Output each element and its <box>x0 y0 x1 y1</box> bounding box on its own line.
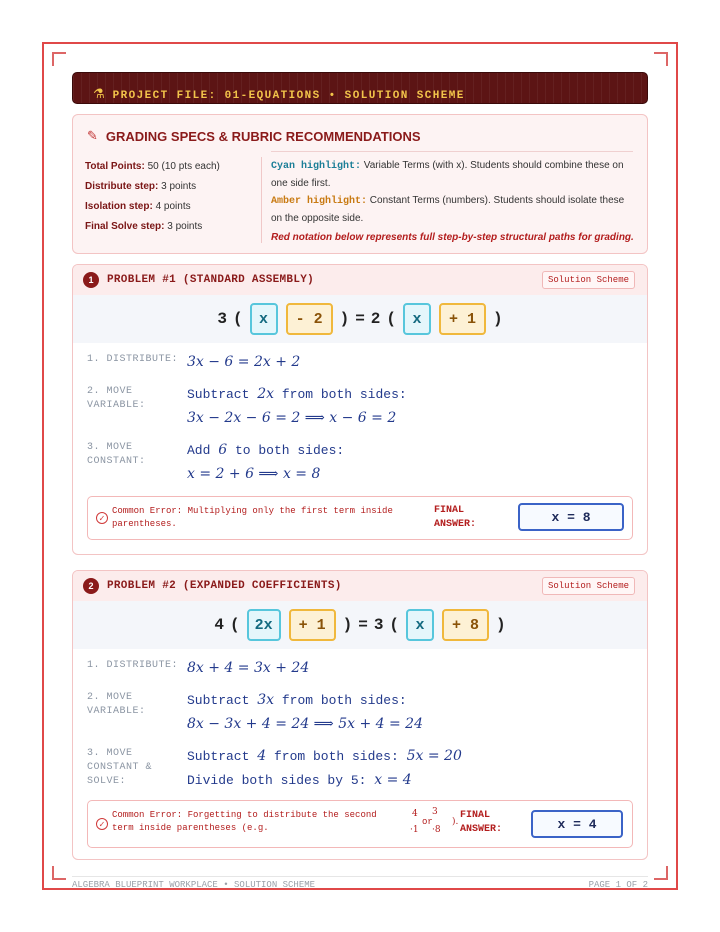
corner-mark <box>52 866 66 880</box>
divider <box>271 151 633 152</box>
paren: ( <box>229 616 240 634</box>
constant-tile: + 1 <box>439 303 486 335</box>
divider <box>261 157 262 243</box>
paren: ( <box>386 310 397 328</box>
step-text: Divide both sides by 5: <box>187 773 367 788</box>
math-expression: x = 4 <box>374 772 412 788</box>
step-move-variable <box>87 383 633 431</box>
coefficient: 4 <box>214 616 224 634</box>
step-label: 3. MOVE CONSTANT: <box>87 442 146 467</box>
coefficient: 3 <box>373 616 384 634</box>
paren: ) <box>342 616 353 634</box>
coefficient: 3 <box>217 310 227 328</box>
problem-number: 2 <box>83 578 99 594</box>
footer-title: ALGEBRA BLUEPRINT WORKPLACE • SOLUTION SCHEME <box>72 880 316 890</box>
math-expression: 8x + 4 = 3x + 24 <box>187 660 310 676</box>
math-expression: 6 <box>218 442 228 458</box>
problem-title: PROBLEM #2 (EXPANDED COEFFICIENTS) <box>107 580 342 592</box>
final-answer-label: FINAL ANSWER: <box>434 505 477 530</box>
points-item: Distribute step: 3 points <box>85 181 197 192</box>
pencil-icon: ✎ <box>87 129 98 144</box>
equals-sign: = <box>358 616 368 634</box>
variable-tile: x <box>406 609 434 641</box>
solution-scheme-badge: Solution Scheme <box>542 577 635 595</box>
step-text: from both sides: <box>281 693 407 708</box>
final-answer-box: x = 4 <box>531 810 623 838</box>
points-list <box>85 161 255 241</box>
final-answer-box: x = 8 <box>518 503 624 531</box>
math-expression: x = 2 + 6 ⟹ x = 8 <box>187 466 321 482</box>
corner-mark <box>654 52 668 66</box>
step-text: Subtract <box>187 749 250 764</box>
paren: ( <box>389 616 400 634</box>
step-move-constant-solve <box>87 745 633 793</box>
math-expression: 2x <box>257 386 275 402</box>
math-expression: 3x <box>257 692 275 708</box>
highlight-legend <box>271 157 637 246</box>
math-expression: 8x − 3x + 4 = 24 ⟹ 5x + 4 = 24 <box>187 716 423 732</box>
constant-tile: - 2 <box>286 303 333 335</box>
fraction-part: ·8 <box>432 825 441 835</box>
equation <box>73 295 647 343</box>
equation <box>73 601 647 649</box>
page-number: PAGE 1 OF 2 <box>588 880 648 890</box>
corner-mark <box>654 866 668 880</box>
step-text: Add <box>187 443 211 458</box>
common-error-box <box>87 800 633 848</box>
paren: ) <box>496 616 506 634</box>
fraction-part: or <box>422 817 433 827</box>
step-text: Subtract <box>187 387 250 402</box>
common-error-box <box>87 496 633 540</box>
step-label: 1. DISTRIBUTE: <box>87 354 179 365</box>
variable-tile: 2x <box>247 609 281 641</box>
problem-number: 1 <box>83 272 99 288</box>
math-expression: 4 <box>257 748 267 764</box>
fraction-part: ). <box>452 817 459 827</box>
problem-card-1 <box>72 264 648 555</box>
page-footer <box>72 880 648 892</box>
specs-title: GRADING SPECS & RUBRIC RECOMMENDATIONS <box>105 129 421 144</box>
step-text: from both sides: <box>281 387 407 402</box>
footer-divider <box>72 876 648 877</box>
fraction-part: 4 <box>412 809 418 819</box>
equals-sign: = <box>355 310 365 328</box>
points-item: Isolation step: 4 points <box>85 201 191 212</box>
solution-scheme-badge: Solution Scheme <box>542 271 635 289</box>
project-header <box>72 72 648 104</box>
check-circle-icon: ✓ <box>96 818 108 830</box>
step-label: 1. DISTRIBUTE: <box>87 660 179 671</box>
solution-steps <box>73 649 647 793</box>
problem-header <box>73 265 647 295</box>
step-distribute <box>87 657 633 681</box>
problem-header <box>73 571 647 601</box>
step-move-constant <box>87 439 633 487</box>
specs-heading <box>87 129 421 144</box>
common-error-text: Common Error: Forgetting to distribute the second term inside parentheses (e.g. <box>112 810 377 833</box>
step-label: 2. MOVE VARIABLE: <box>87 692 146 717</box>
flask-icon: ⚗ <box>93 87 105 102</box>
paren: ) <box>339 310 350 328</box>
variable-tile: x <box>403 303 431 335</box>
amber-legend: Amber highlight: Constant Terms (numbers). Students should isolate these on the opposite side. <box>271 195 625 224</box>
math-expression: 3x − 6 = 2x + 2 <box>187 354 301 370</box>
constant-tile: + 8 <box>442 609 489 641</box>
constant-tile: + 1 <box>289 609 336 641</box>
final-answer-label: FINAL ANSWER: <box>460 810 503 835</box>
step-text: Subtract <box>187 693 250 708</box>
variable-tile: x <box>250 303 278 335</box>
math-expression: 5x = 20 <box>406 748 462 764</box>
problem-card-2 <box>72 570 648 860</box>
check-circle-icon: ✓ <box>96 512 108 524</box>
corner-mark <box>52 52 66 66</box>
grading-specs-panel <box>72 114 648 254</box>
fraction-part: ·1 <box>410 825 419 835</box>
step-text: to both sides: <box>234 443 345 458</box>
project-title: PROJECT FILE: 01-EQUATIONS • SOLUTION SCHEME <box>112 90 465 102</box>
cyan-legend: Cyan highlight: Variable Terms (with x). Students should combine these on one side first. <box>271 160 624 189</box>
fraction-part: 3 <box>432 807 438 817</box>
step-distribute <box>87 351 633 375</box>
step-label: 3. MOVE CONSTANT & SOLVE: <box>87 748 153 787</box>
common-error-text: Common Error: Multiplying only the first term inside parentheses. <box>112 506 393 529</box>
coefficient: 2 <box>370 310 381 328</box>
step-move-variable <box>87 689 633 737</box>
paren: ( <box>232 310 243 328</box>
solution-steps <box>73 343 647 487</box>
step-text: from both sides: <box>273 749 399 764</box>
points-item: Final Solve step: 3 points <box>85 221 203 232</box>
points-item: Total Points: 50 (10 pts each) <box>85 161 220 172</box>
step-label: 2. MOVE VARIABLE: <box>87 386 146 411</box>
red-note: Red notation below represents full step-by-step structural paths for grading. <box>271 232 634 243</box>
problem-title: PROBLEM #1 (STANDARD ASSEMBLY) <box>107 274 315 286</box>
paren: ) <box>493 310 503 328</box>
math-expression: 3x − 2x − 6 = 2 ⟹ x − 6 = 2 <box>187 410 397 426</box>
